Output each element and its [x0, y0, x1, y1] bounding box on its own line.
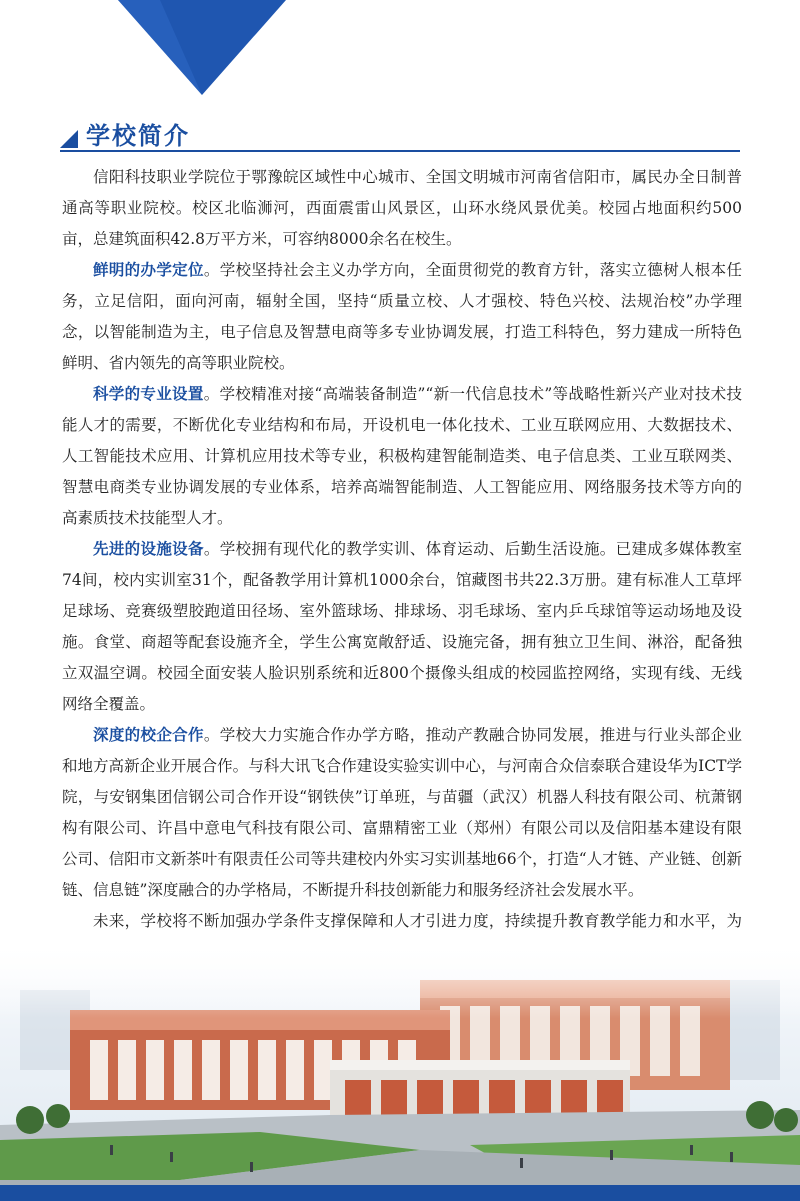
- facilities-heading: 先进的设施设备: [93, 540, 204, 558]
- positioning-paragraph: [62, 255, 742, 379]
- positioning-heading: 鲜明的办学定位: [93, 261, 204, 279]
- paragraph-text: 信阳科技职业学院位于鄂豫皖区域性中心城市、全国文明城市河南省信阳市，属民办全日制普通高等职业院校。校区北临浉河，西面震雷山风景区，山环水绕风景优美。校园占地面积约500亩，总建筑面积42.8万平方米，可容纳8000余名在校生。: [62, 168, 742, 248]
- cooperation-paragraph: [62, 720, 742, 906]
- title-triangle-icon: [60, 130, 78, 148]
- campus-building-illustration: [0, 940, 800, 1201]
- intro-content: [62, 162, 742, 999]
- title-underline: [60, 150, 740, 152]
- cooperation-heading: 深度的校企合作: [93, 726, 204, 744]
- paragraph-text: 。学校大力实施合作办学方略，推动产教融合协同发展，推进与行业头部企业和地方高新企业开展合作。与科大讯飞合作建设实验实训中心，与河南合众信泰联合建设华为ICT学院，与安钢集团信钢公司合作开设“钢铁侠”订单班，与苗疆（武汉）机器人科技有限公司、杭萧钢构有限公司、许昌中意电气科技有限公司、富鼎精密工业（郑州）有限公司以及信阳基本建设有限公司、信阳市文新茶叶有限责任公司等共建校内外实习实训基地66个，打造“人才链、产业链、创新链、信息链”深度融合的办学格局，不断提升科技创新能力和服务经济社会发展水平。: [62, 726, 742, 899]
- facilities-paragraph: [62, 534, 742, 720]
- section-title: 学校简介: [86, 122, 190, 150]
- section-header: [60, 116, 740, 156]
- decorative-top-triangle: [0, 0, 800, 100]
- majors-paragraph: [62, 379, 742, 534]
- paragraph-text: 。学校坚持社会主义办学方向，全面贯彻党的教育方针，落实立德树人根本任务，立足信阳，面向河南，辐射全国，坚持“质量立校、人才强校、特色兴校、法规治校”办学理念，以智能制造为主，电子信息及智慧电商等多专业协调发展，打造工科特色，努力建成一所特色鲜明、省内领先的高等职业院校。: [62, 261, 742, 372]
- majors-heading: 科学的专业设置: [93, 385, 204, 403]
- intro-paragraph: [62, 162, 742, 255]
- paragraph-text: 。学校精准对接“高端装备制造”“新一代信息技术”等战略性新兴产业对技术技能人才的需要，不断优化专业结构和布局，开设机电一体化技术、工业互联网应用、大数据技术、人工智能技术应用、计算机应用技术等专业，积极构建智能制造类、电子信息类、工业互联网类、智慧电商类专业协调发展的专业体系，培养高端智能制造、人工智能应用、网络服务技术等方向的高素质技术技能型人才。: [62, 385, 742, 527]
- paragraph-text: 未来，学校将不断加强办学条件支撑保障和人才引进力度，持续提升教育教学能力和水平，为: [93, 912, 742, 930]
- paragraph-text: 。学校拥有现代化的教学实训、体育运动、后勤生活设施。已建成多媒体教室74间，校内实训室31个，配备教学用计算机1000余台，馆藏图书共22.3万册。建有标准人工草坪足球场、竞赛级塑胶跑道田径场、室外篮球场、排球场、羽毛球场、室内乒乓球馆等运动场地及设施。食堂、商超等配套设施齐全，学生公寓宽敞舒适、设施完备，拥有独立卫生间、淋浴，配备独立双温空调。校园全面安装人脸识别系统和近800个摄像头组成的校园监控网络，实现有线、无线网络全覆盖。: [62, 540, 742, 713]
- bottom-accent-bar: [0, 1185, 800, 1201]
